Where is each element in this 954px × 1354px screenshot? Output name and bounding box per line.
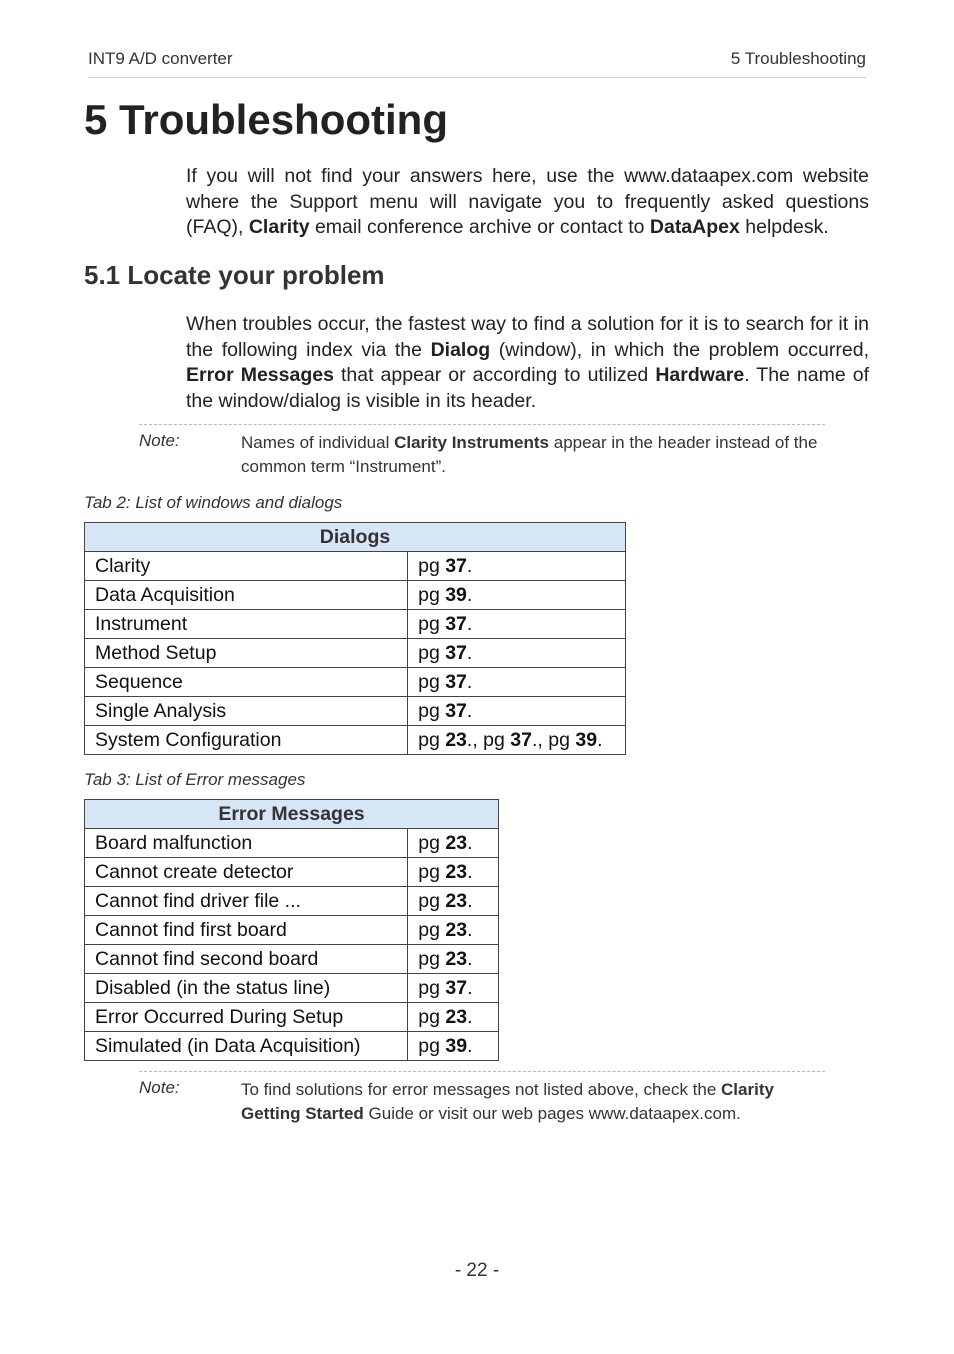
note-bold: Clarity Instruments [394, 433, 550, 452]
locate-text: (window), in which the problem occurred, [490, 338, 869, 361]
dialog-name: Single Analysis [85, 697, 408, 726]
table-row [85, 887, 499, 916]
dataapex-link[interactable]: www.dataapex.com [588, 1104, 737, 1123]
page-ref[interactable]: pg 39. [408, 1032, 499, 1061]
error-message: Cannot find first board [85, 916, 408, 945]
note-label: Note: [139, 1078, 180, 1097]
locate-bold: Hardware [655, 364, 745, 386]
page-ref[interactable]: pg 37. [408, 639, 626, 668]
dialog-name: Data Acquisition [85, 581, 408, 610]
note-text [241, 431, 825, 479]
table-row [85, 668, 626, 697]
intro-text: If you will not find your answers here, use the [186, 165, 625, 187]
intro-bold: Clarity [248, 216, 310, 238]
dataapex-link[interactable]: www.dataapex.com [624, 165, 794, 187]
note-label: Note: [139, 431, 180, 450]
table-row [85, 945, 499, 974]
locate-bold: Error Messages [186, 364, 334, 386]
dialog-name: Method Setup [85, 639, 408, 668]
dialog-name: System Configuration [85, 726, 408, 755]
dialogs-table [84, 522, 626, 755]
chapter-title: 5 Troubleshooting [84, 96, 448, 143]
table-row [85, 1032, 499, 1061]
locate-paragraph [186, 312, 869, 414]
tab3-caption: Tab 3: List of Error messages [84, 770, 306, 789]
table-row [85, 1003, 499, 1032]
page-ref[interactable]: pg 23. [408, 1003, 499, 1032]
page-number: - 22 - [454, 1260, 500, 1281]
error-messages-table-header: Error Messages [85, 800, 499, 829]
table-row [85, 974, 499, 1003]
page-ref[interactable]: pg 37. [408, 697, 626, 726]
page-ref[interactable]: pg 37. [408, 610, 626, 639]
tab2-caption: Tab 2: List of windows and dialogs [84, 493, 343, 512]
dialog-name: Instrument [85, 610, 408, 639]
page-ref[interactable]: pg 23. [408, 945, 499, 974]
note-span: Names of individual [241, 433, 395, 452]
page-ref[interactable]: pg 23. [408, 916, 499, 945]
intro-text: helpdesk. [739, 216, 829, 238]
page-ref[interactable]: pg 37. [408, 552, 626, 581]
note-span: appear in the header instead of the common term “Instrument”. [241, 433, 818, 476]
table-row [85, 916, 499, 945]
page-ref[interactable]: pg 23. [408, 887, 499, 916]
table-row [85, 697, 626, 726]
intro-text: email conference archive or contact to [309, 216, 650, 238]
dialog-name: Clarity [85, 552, 408, 581]
locate-text: When troubles occur, the fastest way to find a solution for it is to search for it in the following index via the [186, 313, 869, 361]
page-ref[interactable]: pg 37. [408, 974, 499, 1003]
error-message: Simulated (in Data Acquisition) [85, 1032, 408, 1061]
intro-text: website where the Support menu will navigate you to frequently asked questions (FAQ), [186, 165, 869, 238]
table-row [85, 552, 626, 581]
locate-text: that appear or according to utilized [333, 364, 656, 386]
table-row [85, 639, 626, 668]
header-chapter-title: 5 Troubleshooting [730, 49, 866, 68]
error-messages-table [84, 799, 499, 1061]
note-span: . [736, 1104, 741, 1123]
note-instruments [139, 424, 825, 479]
error-message: Cannot find second board [85, 945, 408, 974]
table-row [85, 726, 626, 755]
table-row [85, 610, 626, 639]
page-ref[interactable]: pg 23. [408, 829, 499, 858]
section-title: 5.1 Locate your problem [84, 260, 385, 290]
note-span: To find solutions for error messages not listed above, check the [241, 1080, 722, 1099]
intro-paragraph [186, 164, 869, 241]
dialog-name: Sequence [85, 668, 408, 697]
table-row [85, 829, 499, 858]
locate-bold: Dialog [430, 338, 491, 361]
intro-bold: DataApex [649, 216, 740, 238]
page-ref[interactable]: pg 23., pg 37., pg 39. [408, 726, 626, 755]
page-header [88, 47, 866, 78]
page-ref[interactable]: pg 39. [408, 581, 626, 610]
error-message: Error Occurred During Setup [85, 1003, 408, 1032]
table-row [85, 858, 499, 887]
note-text [241, 1078, 825, 1126]
table-row [85, 581, 626, 610]
error-message: Cannot find driver file ... [85, 887, 408, 916]
note-error-solutions [139, 1071, 825, 1126]
locate-text: . The name of the window/dialog is visible in its header. [186, 364, 870, 412]
note-span: Guide or visit our web pages [363, 1104, 589, 1123]
error-message: Disabled (in the status line) [85, 974, 408, 1003]
error-message: Cannot create detector [85, 858, 408, 887]
page-ref[interactable]: pg 23. [408, 858, 499, 887]
page-ref[interactable]: pg 37. [408, 668, 626, 697]
header-document-title: INT9 A/D converter [88, 49, 233, 68]
note-bold: Clarity Getting Started [241, 1080, 774, 1123]
dialogs-table-header: Dialogs [85, 523, 626, 552]
error-message: Board malfunction [85, 829, 408, 858]
